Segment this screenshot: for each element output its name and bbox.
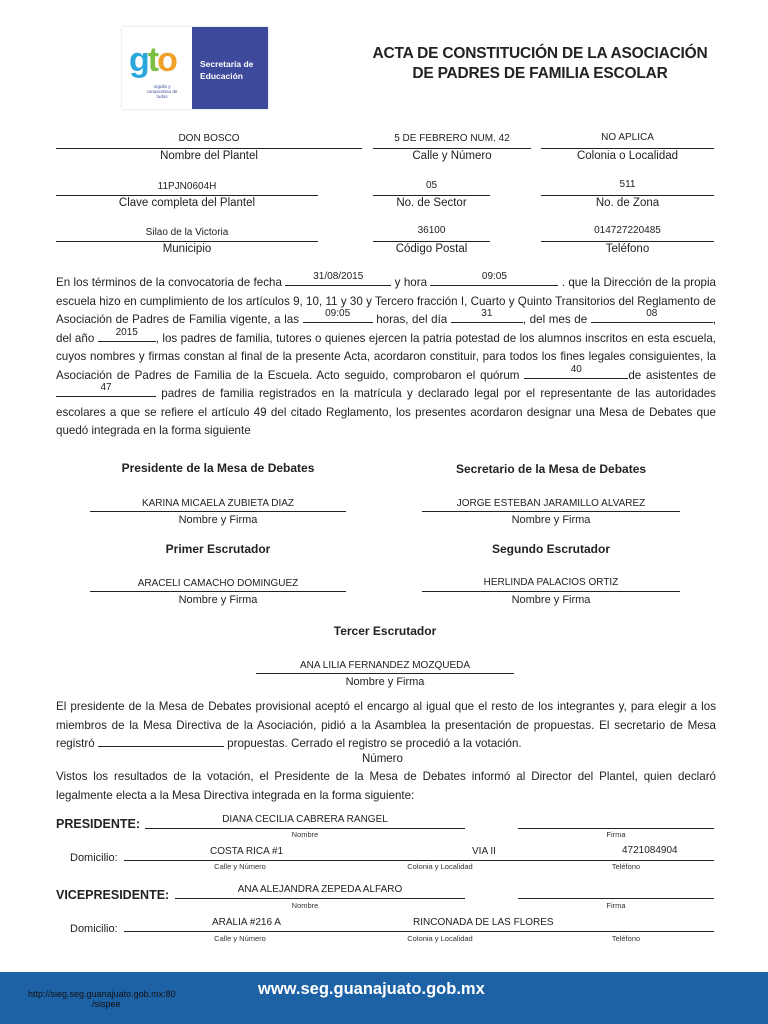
logo-secretaria-line1: Secretaría de bbox=[200, 59, 254, 69]
plantel-line bbox=[56, 148, 362, 149]
logo-tagline: orgullo y compromiso de todos bbox=[146, 84, 178, 99]
votacion-paragraph: El presidente de la Mesa de Debates provisional aceptó el encargo al igual que el resto de los integrantes y, para elegir a los miembros de la Mesa Directiva de la Asociación, pidió a la Asamblea la presentación de propuestas. El secretario de Mesa registró propuestas. Cerrado el registro se procedió a la votación. bbox=[56, 700, 716, 750]
clave-label: Clave completa del Plantel bbox=[118, 197, 256, 209]
calle-label: Calle y Número bbox=[412, 150, 492, 162]
mes-blank[interactable]: 08 bbox=[591, 311, 713, 323]
vicepresidente-colonia[interactable]: RINCONADA DE LAS FLORES bbox=[413, 917, 554, 928]
telefono-label: Teléfono bbox=[605, 243, 650, 255]
sector-value[interactable]: 05 bbox=[425, 180, 438, 191]
colonia-line bbox=[541, 148, 714, 149]
vicepresidente-nombre-label: Nombre bbox=[291, 901, 319, 910]
presidente-label: PRESIDENTE: bbox=[56, 817, 141, 831]
vicepresidente-domicilio-label: Domicilio: bbox=[70, 923, 118, 935]
cp-label: Código Postal bbox=[395, 243, 468, 255]
presidente-domicilio-label: Domicilio: bbox=[70, 852, 118, 864]
vicepresidente-firma-label: Firma bbox=[606, 901, 626, 910]
horas-blank[interactable]: 09:05 bbox=[303, 311, 373, 323]
clave-value[interactable]: 11PJN0604H bbox=[157, 181, 217, 192]
presidente-name[interactable]: DIANA CECILIA CABRERA RANGEL bbox=[222, 814, 388, 825]
logo-secretaria-line2: Educación bbox=[200, 71, 243, 81]
vicepresidente-firma-line[interactable] bbox=[518, 898, 714, 899]
logo-gto bbox=[122, 27, 192, 109]
numero-label: Número bbox=[362, 753, 403, 765]
segundo-escrutador-title: Segundo Escrutador bbox=[491, 542, 610, 556]
anio-blank[interactable]: 2015 bbox=[98, 330, 156, 342]
secretario-mesa-name[interactable]: JORGE ESTEBAN JARAMILLO ALVAREZ bbox=[456, 498, 646, 509]
dia-blank[interactable]: 31 bbox=[451, 311, 523, 323]
hora-blank[interactable]: 09:05 bbox=[430, 274, 558, 286]
colonia-label: Colonia o Localidad bbox=[576, 150, 679, 162]
logo-secretaria bbox=[192, 27, 268, 109]
quorum-blank[interactable]: 40 bbox=[524, 367, 628, 379]
segundo-escrutador-label: Nombre y Firma bbox=[511, 594, 591, 606]
telefono-line bbox=[541, 241, 714, 242]
fecha-blank[interactable]: 31/08/2015 bbox=[285, 274, 391, 286]
tercer-escrutador-label: Nombre y Firma bbox=[345, 676, 425, 688]
primer-escrutador-label: Nombre y Firma bbox=[178, 594, 258, 606]
convocatoria-paragraph: En los términos de la convocatoria de fecha 31/08/2015 y hora 09:05 . que la Dirección de la propia escuela hizo en cumplimiento de los artículos 9, 10, 11 y 30 y Tercero fracción I, Cuarto y Quinto Transitorios del Reglamento de Asociación de Padres de Familia vigente, a las 09:05 horas, del día 31 , del mes de 08 , del año 2015 , los padres de familia, tutores o quienes ejercen la patria potestad de los alumnos inscritos en esta escuela, cuyos nombres y firmas constan al final de la presente Acta, acordaron constituir, para todos los fines legales consiguientes, la Asociación de Padres de Familia de la Escuela. Acto seguido, comprobaron el quórum 40 de asistentes de 47 padres de familia registrados en la matrícula y declarado legal por el representante de las autoridades escolares a que se refiere el artículo 49 del citado Reglamento, los presentes acordaron designar una Mesa de Debates que quedó integrada en la forma siguiente bbox=[56, 271, 717, 437]
telefono-value[interactable]: 014727220485 bbox=[594, 225, 661, 236]
calle-line bbox=[373, 148, 531, 149]
sector-line bbox=[373, 195, 490, 196]
presidente-mesa-label: Nombre y Firma bbox=[178, 514, 258, 526]
presidente-telefono-label: Teléfono bbox=[611, 862, 641, 871]
presidente-mesa-name[interactable]: KARINA MICAELA ZUBIETA DIAZ bbox=[141, 498, 295, 509]
calle-value[interactable]: 5 DE FEBRERO NUM. 42 bbox=[394, 133, 510, 144]
presidente-calle-label: Calle y Número bbox=[214, 862, 266, 871]
zona-line bbox=[541, 195, 714, 196]
cp-line bbox=[373, 241, 490, 242]
primer-escrutador-title: Primer Escrutador bbox=[165, 542, 271, 556]
plantel-label: Nombre del Plantel bbox=[160, 150, 258, 162]
secretario-mesa-title: Secretario de la Mesa de Debates bbox=[455, 462, 647, 476]
cp-value[interactable]: 36100 bbox=[417, 225, 446, 236]
presidente-telefono[interactable]: 4721084904 bbox=[622, 845, 678, 856]
plantel-value[interactable]: DON BOSCO bbox=[178, 133, 240, 144]
presidente-firma-label: Firma bbox=[606, 830, 626, 839]
colonia-value[interactable]: NO APLICA bbox=[601, 132, 654, 143]
segundo-escrutador-name[interactable]: HERLINDA PALACIOS ORTIZ bbox=[483, 577, 619, 588]
document-title: ACTA DE CONSTITUCIÓN DE LA ASOCIACIÓN DE PADRES DE FAMILIA ESCOLAR bbox=[372, 45, 708, 82]
presidente-nombre-label: Nombre bbox=[291, 830, 319, 839]
vicepresidente-calle-label: Calle y Número bbox=[214, 934, 266, 943]
tercer-escrutador-title: Tercer Escrutador bbox=[333, 624, 437, 638]
presidente-calle[interactable]: COSTA RICA #1 bbox=[210, 846, 284, 857]
sector-label: No. de Sector bbox=[396, 197, 467, 209]
vicepresidente-colonia-label: Colonia y Localidad bbox=[407, 934, 473, 943]
clave-line bbox=[56, 195, 318, 196]
presidente-firma-line[interactable] bbox=[518, 828, 714, 829]
vicepresidente-telefono-label: Teléfono bbox=[611, 934, 641, 943]
zona-value[interactable]: 511 bbox=[619, 179, 636, 190]
registrados-blank[interactable]: 47 bbox=[56, 385, 156, 397]
vicepresidente-label: VICEPRESIDENTE: bbox=[56, 888, 170, 902]
propuestas-blank[interactable] bbox=[98, 735, 224, 747]
presidente-mesa-title: Presidente de la Mesa de Debates bbox=[121, 461, 315, 475]
municipio-label: Municipio bbox=[162, 243, 212, 255]
tercer-escrutador-name[interactable]: ANA LILIA FERNANDEZ MOZQUEDA bbox=[299, 660, 471, 671]
vicepresidente-calle[interactable]: ARALIA #216 A bbox=[212, 917, 281, 928]
presidente-colonia-label: Colonia y Localidad bbox=[407, 862, 473, 871]
resultados-paragraph: Vistos los resultados de la votación, el Presidente de la Mesa de Debates informó al Director del Plantel, quien declaró legalmente electa a la Mesa Directiva integrada en la forma siguiente: bbox=[56, 770, 716, 802]
secretario-mesa-label: Nombre y Firma bbox=[511, 514, 591, 526]
primer-escrutador-name[interactable]: ARACELI CAMACHO DOMINGUEZ bbox=[137, 578, 299, 589]
logo-gto-text: gto bbox=[129, 41, 176, 79]
presidente-colonia[interactable]: VIA II bbox=[472, 846, 496, 857]
municipio-value[interactable]: Silao de la Victoria bbox=[145, 227, 229, 238]
municipio-line bbox=[56, 241, 318, 242]
logo bbox=[122, 27, 268, 109]
vicepresidente-name[interactable]: ANA ALEJANDRA ZEPEDA ALFARO bbox=[237, 884, 403, 895]
footer-website-link[interactable]: www.seg.guanajuato.gob.mx bbox=[258, 980, 485, 998]
zona-label: No. de Zona bbox=[595, 197, 660, 209]
footer-source-url: http://sieg.seg.guanajuato.gob.mx:80 /sispee bbox=[28, 989, 176, 1009]
